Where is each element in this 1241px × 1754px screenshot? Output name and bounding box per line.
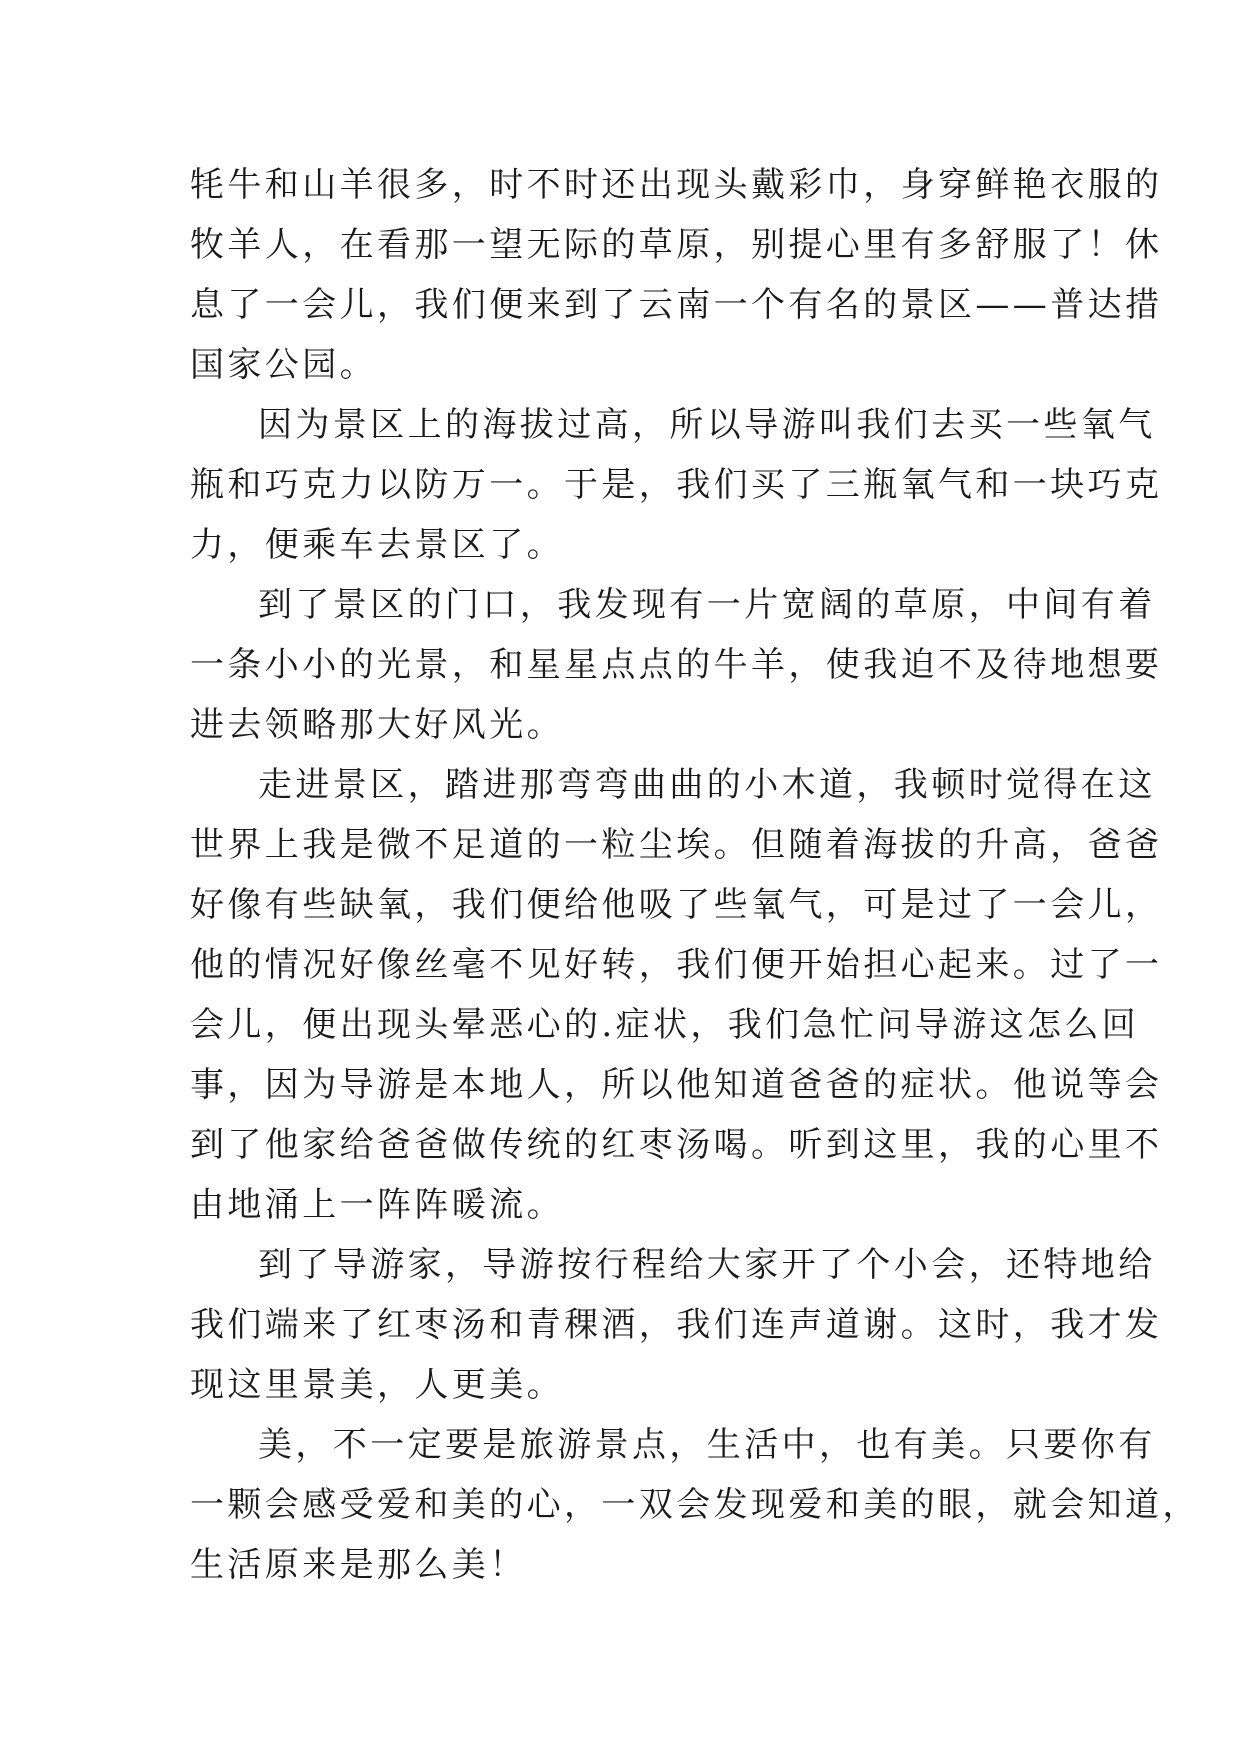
text-line: 因为景区上的海拔过高，所以导游叫我们去买一些氧气 <box>258 405 1156 445</box>
text-line: 好像有些缺氧，我们便给他吸了些氧气，可是过了一会儿， <box>190 885 1163 925</box>
text-line: 美，不一定要是旅游景点，生活中，也有美。只要你有 <box>258 1425 1156 1465</box>
text-line: 息了一会儿，我们便来到了云南一个有名的景区——普达措 <box>190 285 1163 325</box>
text-line: 一条小小的光景，和星星点点的牛羊，使我迫不及待地想要 <box>190 645 1163 685</box>
text-line: 一颗会感受爱和美的心，一双会发现爱和美的眼，就会知道， <box>190 1485 1200 1525</box>
paragraph <box>190 1235 1163 1415</box>
text-line: 到了景区的门口，我发现有一片宽阔的草原，中间有着 <box>258 585 1156 625</box>
text-line: 生活原来是那么美！ <box>190 1545 527 1585</box>
text-line: 牦牛和山羊很多，时不时还出现头戴彩巾，身穿鲜艳衣服的 <box>190 165 1163 205</box>
text-line: 我们端来了红枣汤和青稞酒，我们连声道谢。这时，我才发 <box>190 1305 1163 1345</box>
text-line: 由地涌上一阵阵暖流。 <box>190 1185 564 1225</box>
text-line: 牧羊人，在看那一望无际的草原，别提心里有多舒服了！休 <box>190 225 1163 265</box>
paragraph <box>190 575 1163 755</box>
paragraph <box>190 755 1163 1235</box>
paragraph <box>190 155 1163 395</box>
text-line: 力，便乘车去景区了。 <box>190 525 564 565</box>
text-line: 会儿，便出现头晕恶心的.症状，我们急忙问导游这怎么回 <box>190 1005 1140 1045</box>
text-line: 世界上我是微不足道的一粒尘埃。但随着海拔的升高，爸爸 <box>190 825 1163 865</box>
text-line: 现这里景美，人更美。 <box>190 1365 564 1405</box>
text-line: 到了他家给爸爸做传统的红枣汤喝。听到这里，我的心里不 <box>190 1125 1163 1165</box>
paragraph <box>190 395 1163 575</box>
text-line: 他的情况好像丝毫不见好转，我们便开始担心起来。过了一 <box>190 945 1163 985</box>
text-line: 进去领略那大好风光。 <box>190 705 564 745</box>
text-line: 国家公园。 <box>190 345 377 385</box>
text-line: 事，因为导游是本地人，所以他知道爸爸的症状。他说等会 <box>190 1065 1163 1105</box>
text-line: 走进景区，踏进那弯弯曲曲的小木道，我顿时觉得在这 <box>258 765 1156 805</box>
paragraph <box>190 1415 1200 1595</box>
article-body <box>190 155 1200 1595</box>
text-line: 到了导游家，导游按行程给大家开了个小会，还特地给 <box>258 1245 1156 1285</box>
text-line: 瓶和巧克力以防万一。于是，我们买了三瓶氧气和一块巧克 <box>190 465 1163 505</box>
